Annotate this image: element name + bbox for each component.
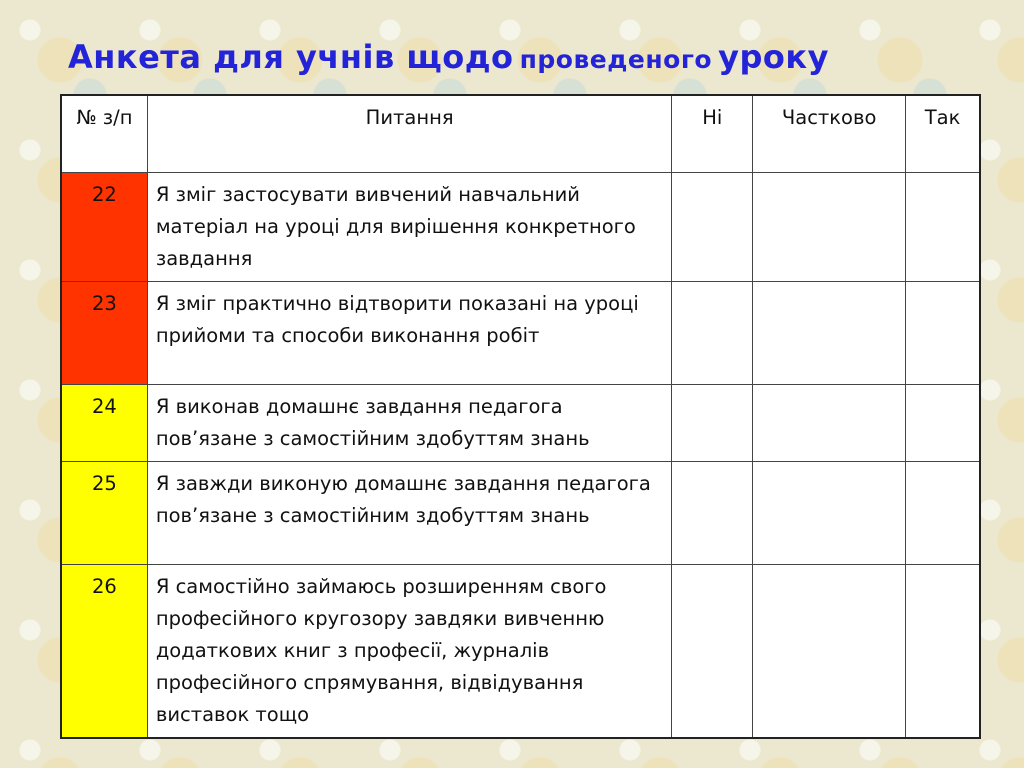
answer-no-cell[interactable] [672, 385, 753, 462]
table-row [61, 282, 980, 385]
title-part-3: уроку [718, 38, 829, 76]
answer-yes-cell[interactable] [906, 462, 980, 565]
row-number: 23 [61, 282, 147, 385]
row-number: 22 [61, 173, 147, 282]
row-number: 25 [61, 462, 147, 565]
table-row [61, 173, 980, 282]
page-title [68, 38, 829, 76]
title-part-1: Анкета для учнів щодо [68, 38, 514, 76]
row-question: Я виконав домашнє завдання педагога пов’язане з самостійним здобуттям знань [147, 385, 672, 462]
answer-no-cell[interactable] [672, 173, 753, 282]
row-question: Я зміг застосувати вивчений навчальний матеріал на уроці для вирішення конкретного завдання [147, 173, 672, 282]
row-question: Я самостійно займаюсь розширенням свого професійного кругозору завдяки вивченню додаткових книг з професії, журналів професійного спрямування, відвідування виставок тощо [147, 565, 672, 739]
answer-partly-cell[interactable] [753, 462, 906, 565]
answer-yes-cell[interactable] [906, 282, 980, 385]
header-question: Питання [147, 95, 672, 173]
header-partly: Частково [753, 95, 906, 173]
table-row [61, 385, 980, 462]
answer-partly-cell[interactable] [753, 565, 906, 739]
answer-partly-cell[interactable] [753, 282, 906, 385]
answer-yes-cell[interactable] [906, 565, 980, 739]
header-row [61, 95, 980, 173]
answer-partly-cell[interactable] [753, 173, 906, 282]
answer-no-cell[interactable] [672, 462, 753, 565]
row-number: 26 [61, 565, 147, 739]
answer-yes-cell[interactable] [906, 173, 980, 282]
answer-no-cell[interactable] [672, 565, 753, 739]
row-question: Я завжди виконую домашнє завдання педагога пов’язане з самостійним здобуттям знань [147, 462, 672, 565]
header-yes: Так [906, 95, 980, 173]
row-question: Я зміг практично відтворити показані на уроці прийоми та способи виконання робіт [147, 282, 672, 385]
answer-yes-cell[interactable] [906, 385, 980, 462]
title-part-2: проведеного [519, 45, 713, 74]
row-number: 24 [61, 385, 147, 462]
survey-table [60, 94, 981, 739]
table-row [61, 565, 980, 739]
table-row [61, 462, 980, 565]
header-no: Ні [672, 95, 753, 173]
header-num: № з/п [61, 95, 147, 173]
answer-no-cell[interactable] [672, 282, 753, 385]
answer-partly-cell[interactable] [753, 385, 906, 462]
